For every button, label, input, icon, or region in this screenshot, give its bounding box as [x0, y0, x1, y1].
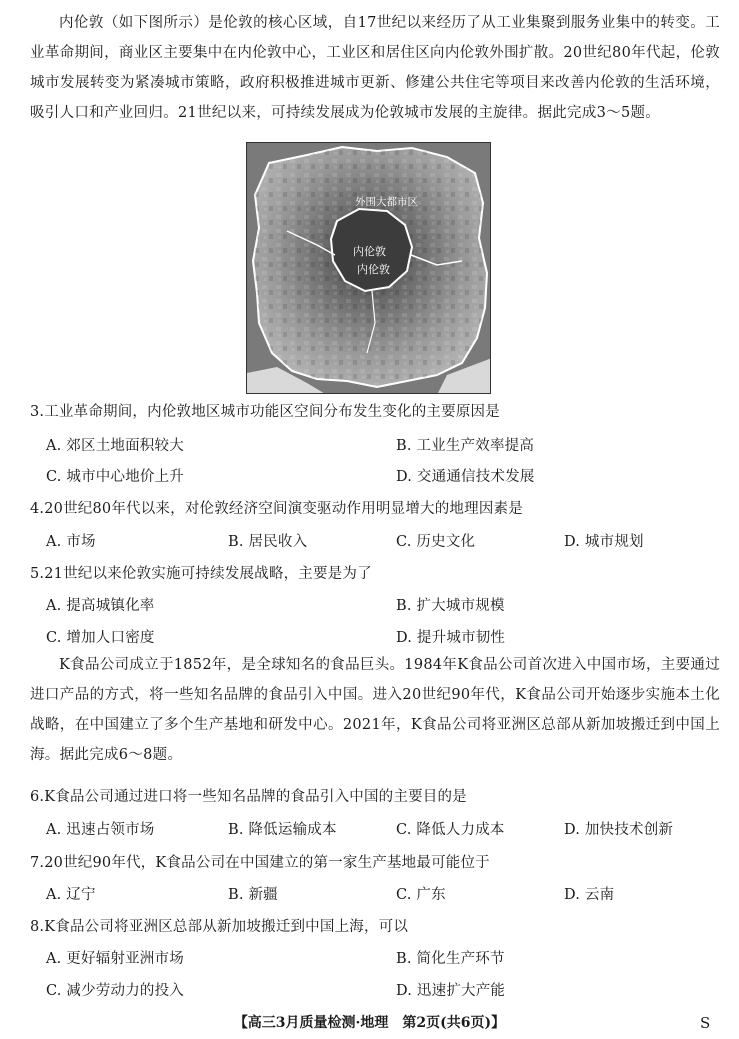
question-6-option-b[interactable]: B. 降低运输成本: [228, 822, 337, 838]
map-label-inner-2: 内伦敦: [357, 263, 390, 276]
london-map-graphic: [247, 143, 491, 394]
question-7-option-d[interactable]: D. 云南: [564, 887, 615, 903]
question-4-option-c[interactable]: C. 历史文化: [396, 534, 476, 550]
question-4-option-b[interactable]: B. 居民收入: [228, 534, 308, 550]
question-3-option-a[interactable]: A. 郊区土地面积较大: [46, 438, 184, 454]
question-7-option-c[interactable]: C. 广东: [396, 887, 446, 903]
passage-london: 内伦敦（如下图所示）是伦敦的核心区域，自17世纪以来经历了从工业集聚到服务业集中的转变。工业革命期间，商业区主要集中在内伦敦中心，工业区和居住区向内伦敦外围扩散。20世纪80年代起，伦敦城市发展转变为紧凑城市策略，政府积极推进城市更新、修建公共住宅等项目来改善内伦敦的生活环境，吸引人口和产业回归。21世纪以来，可持续发展成为伦敦城市发展的主旋律。据此完成3～5题。: [30, 15, 720, 121]
passage-k-food: K食品公司成立于1852年，是全球知名的食品巨头。1984年K食品公司首次进入中国市场，主要通过进口产品的方式，将一些知名品牌的食品引入中国。进入20世纪90年代，K食品公司开始逐步实施本土化战略，在中国建立了多个生产基地和研发中心。2021年，K食品公司将亚洲区总部从新加坡搬迁到中国上海。据此完成6～8题。: [30, 657, 720, 763]
question-8-option-c[interactable]: C. 减少劳动力的投入: [46, 983, 184, 999]
question-5-option-d[interactable]: D. 提升城市韧性: [396, 630, 506, 646]
footer-mark: S: [700, 1014, 711, 1032]
question-5-option-a[interactable]: A. 提高城镇化率: [46, 598, 155, 614]
question-4-option-d[interactable]: D. 城市规划: [564, 534, 644, 550]
question-3-option-b[interactable]: B. 工业生产效率提高: [396, 438, 535, 454]
question-8-option-d[interactable]: D. 迅速扩大产能: [396, 983, 506, 999]
london-map-figure: [246, 142, 491, 394]
question-8-option-b[interactable]: B. 简化生产环节: [396, 951, 505, 967]
question-5-stem: 5.21世纪以来伦敦实施可持续发展战略，主要是为了: [30, 566, 372, 582]
question-5-option-c[interactable]: C. 增加人口密度: [46, 630, 155, 646]
question-7-option-a[interactable]: A. 辽宁: [46, 887, 96, 903]
map-label-inner-1: 内伦敦: [353, 245, 386, 258]
question-6-option-a[interactable]: A. 迅速占领市场: [46, 822, 155, 838]
question-8-stem: 8.K食品公司将亚洲区总部从新加坡搬迁到中国上海，可以: [30, 919, 409, 935]
question-3-stem: 3.工业革命期间，内伦敦地区城市功能区空间分布发生变化的主要原因是: [30, 404, 500, 420]
question-7-stem: 7.20世纪90年代，K食品公司在中国建立的第一家生产基地最可能位于: [30, 855, 490, 871]
question-4-stem: 4.20世纪80年代以来，对伦敦经济空间演变驱动作用明显增大的地理因素是: [30, 501, 523, 517]
question-8-option-a[interactable]: A. 更好辐射亚洲市场: [46, 951, 184, 967]
map-label-outer: 外围大都市区: [355, 196, 418, 208]
question-3-option-c[interactable]: C. 城市中心地价上升: [46, 469, 184, 485]
question-4-option-a[interactable]: A. 市场: [46, 534, 96, 550]
page-footer: 【高三3月质量检测·地理 第2页(共6页)】: [233, 1015, 506, 1031]
question-6-option-c[interactable]: C. 降低人力成本: [396, 822, 505, 838]
question-6-option-d[interactable]: D. 加快技术创新: [564, 822, 674, 838]
question-6-stem: 6.K食品公司通过进口将一些知名品牌的食品引入中国的主要目的是: [30, 789, 467, 805]
question-5-option-b[interactable]: B. 扩大城市规模: [396, 598, 505, 614]
question-7-option-b[interactable]: B. 新疆: [228, 887, 278, 903]
question-3-option-d[interactable]: D. 交通通信技术发展: [396, 469, 535, 485]
